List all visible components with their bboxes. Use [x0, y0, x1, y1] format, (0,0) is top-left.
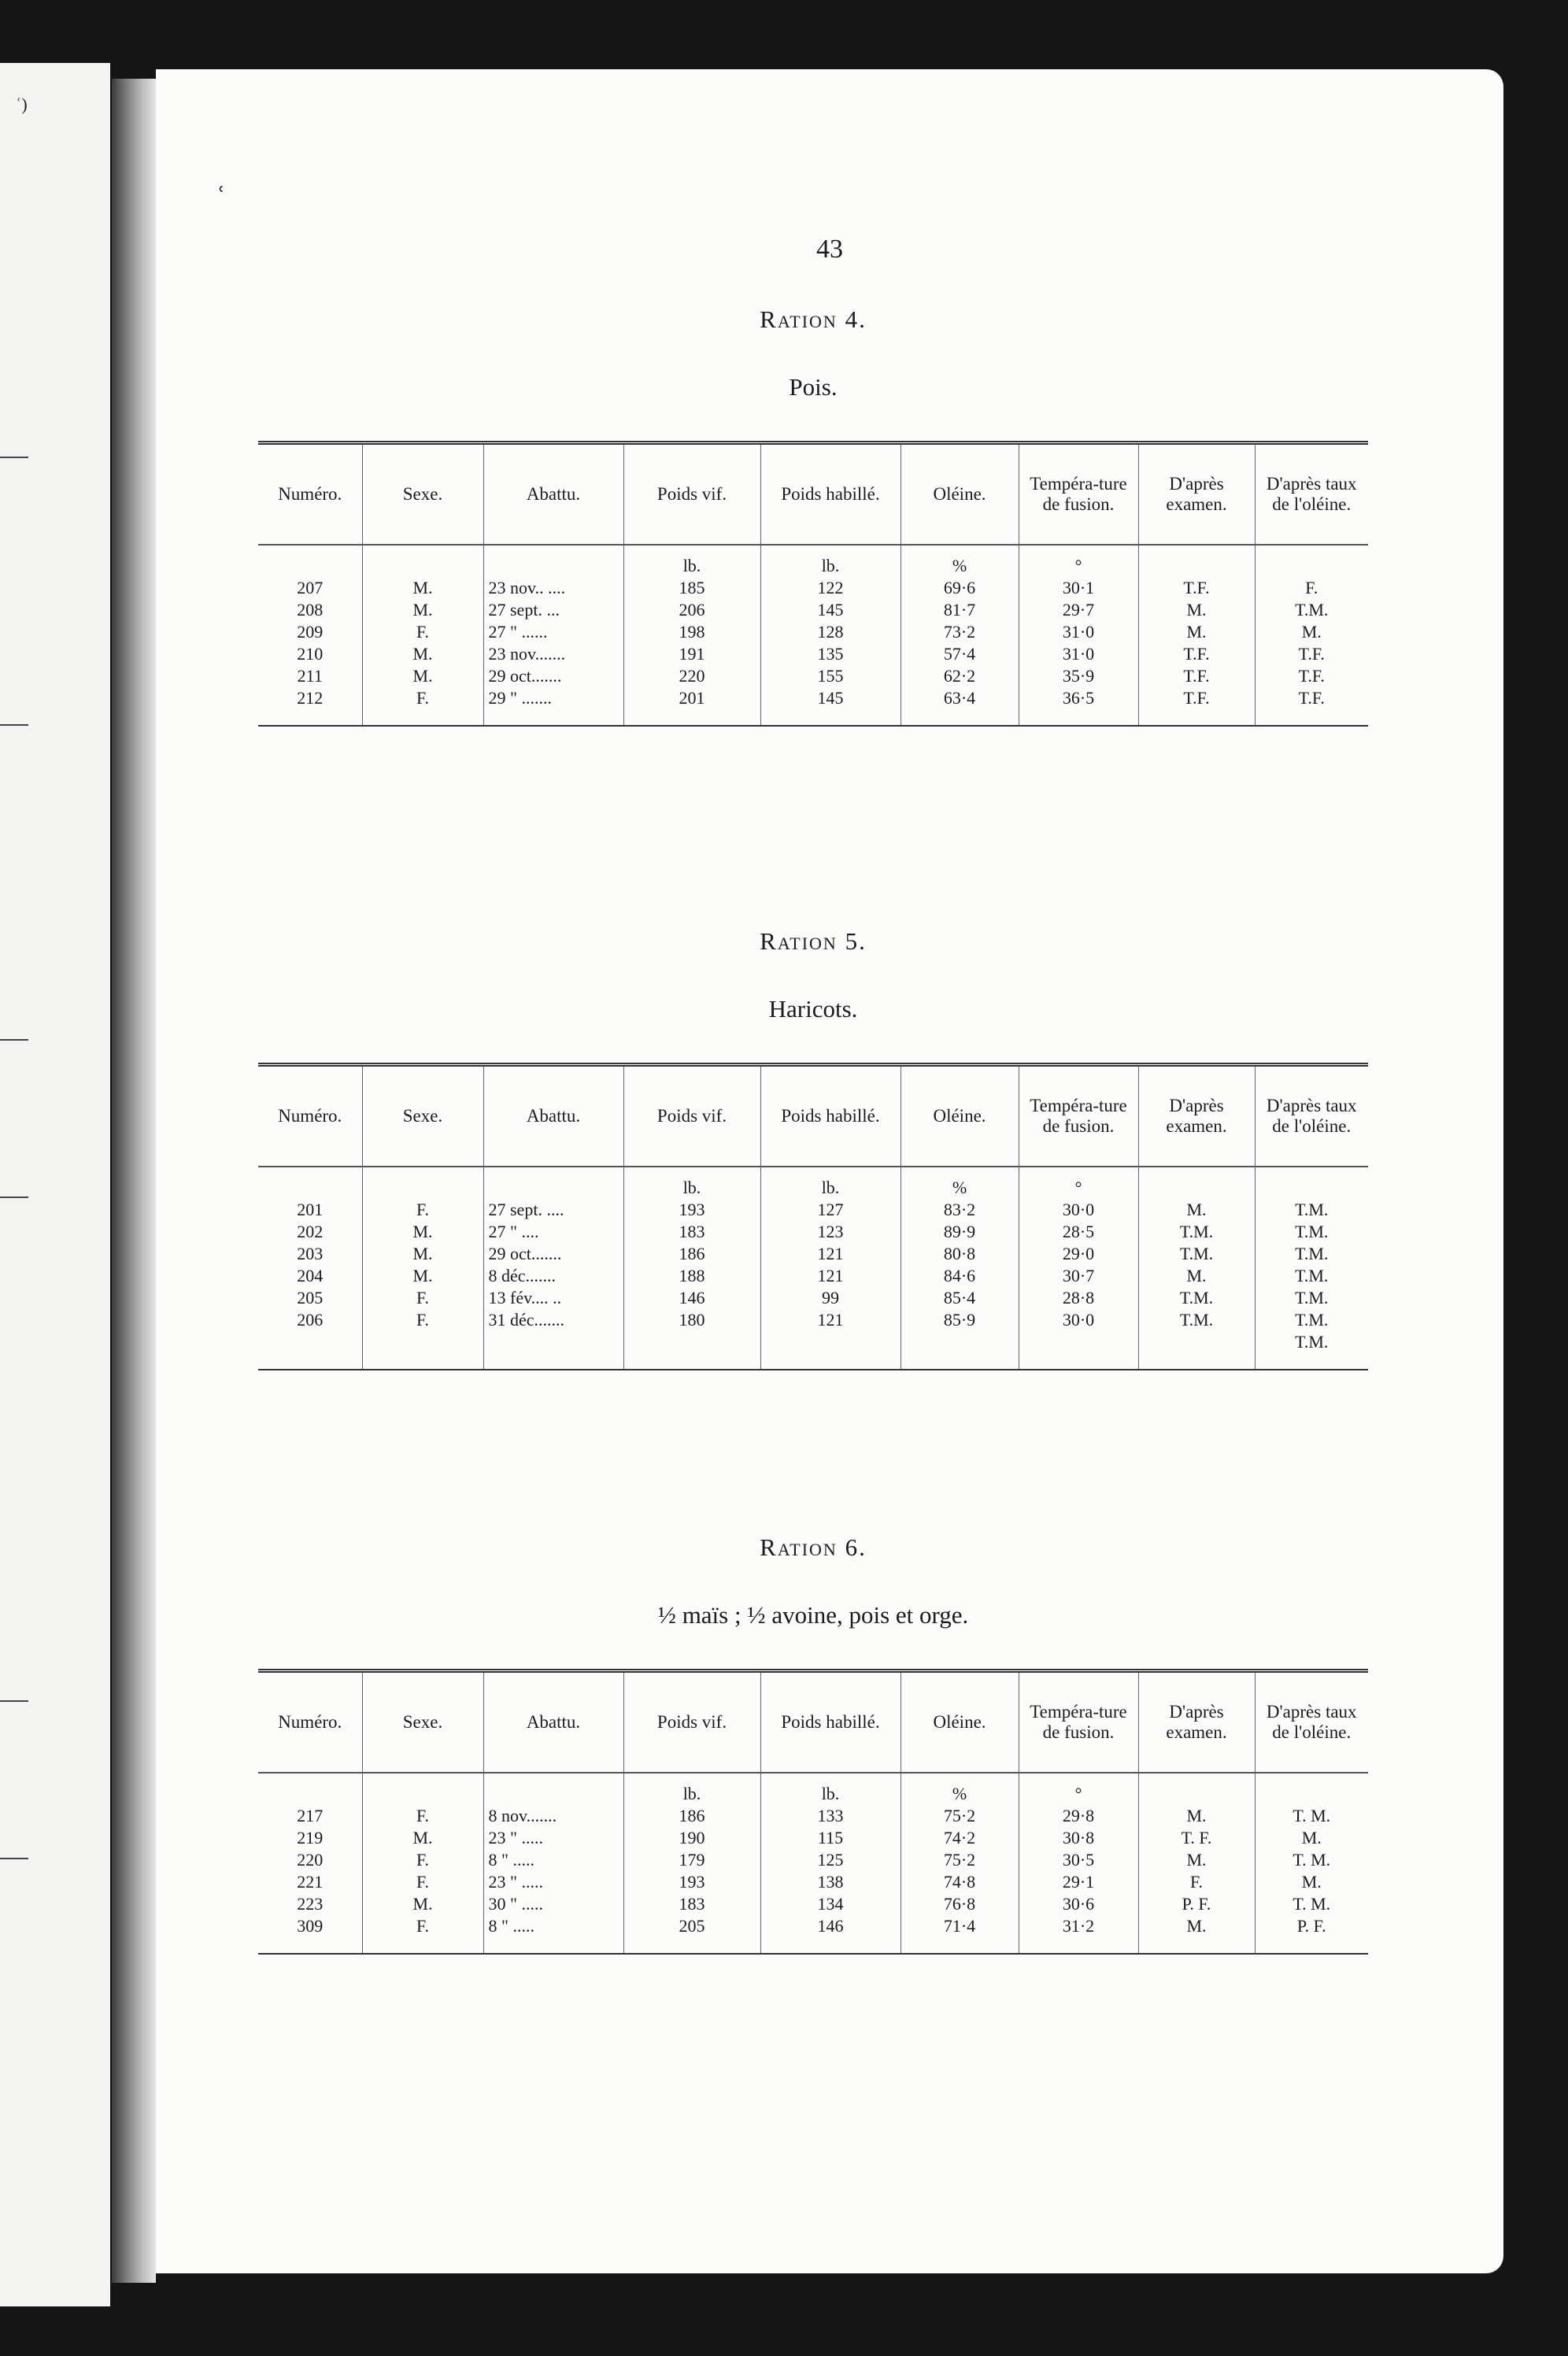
cell-taux-oleine: T.M.	[1255, 1265, 1368, 1287]
cell-temperature: 35·9	[1019, 665, 1138, 687]
cell-abattu: 30 " .....	[483, 1893, 623, 1915]
ration-table	[258, 1669, 1368, 1955]
cell-examen: T.M.	[1138, 1243, 1255, 1265]
table-row	[258, 1265, 1368, 1287]
cell-poids-vif: 191	[623, 643, 760, 665]
table-row	[258, 1915, 1368, 1954]
cell-examen: P. F.	[1138, 1893, 1255, 1915]
cell-taux-oleine: T.M.	[1255, 1243, 1368, 1265]
cell-examen: T.F.	[1138, 687, 1255, 726]
cell-oleine: 76·8	[900, 1893, 1019, 1915]
cell-temperature: 29·1	[1019, 1871, 1138, 1893]
cell-poids-habille: 122	[760, 577, 900, 599]
cell-temperature: 31·0	[1019, 643, 1138, 665]
table-header-row	[258, 1065, 1368, 1167]
cell-taux-oleine: P. F.	[1255, 1915, 1368, 1954]
table-row	[258, 599, 1368, 621]
table-row	[258, 1827, 1368, 1849]
column-header: Poids vif.	[623, 443, 760, 546]
cell-poids-vif: 206	[623, 599, 760, 621]
cell-sexe: F.	[362, 1871, 483, 1893]
cell-poids-habille: 115	[760, 1827, 900, 1849]
column-header: Sexe.	[362, 1671, 483, 1773]
column-header: Poids vif.	[623, 1671, 760, 1773]
cell-numero: 210	[297, 644, 324, 664]
cell-poids-vif: 179	[623, 1849, 760, 1871]
cell-temperature: 30·8	[1019, 1827, 1138, 1849]
cell-abattu: 27 " ....	[483, 1221, 623, 1243]
column-header: D'après taux de l'oléine.	[1255, 1671, 1368, 1773]
cell-abattu: 8 " .....	[483, 1849, 623, 1871]
cell-poids-vif: 186	[623, 1243, 760, 1265]
cell-numero: 202	[297, 1222, 324, 1241]
cell-abattu: 8 nov.......	[483, 1805, 623, 1827]
cell-poids-vif: 193	[623, 1199, 760, 1221]
cell-sexe: M.	[362, 1827, 483, 1849]
cell-taux-oleine: T. M.	[1255, 1849, 1368, 1871]
cell-poids-habille: 134	[760, 1893, 900, 1915]
document-page	[156, 69, 1503, 2273]
table-row	[258, 1871, 1368, 1893]
cell-temperature: 29·7	[1019, 599, 1138, 621]
cell-poids-habille: 121	[760, 1243, 900, 1265]
cell-poids-vif: 201	[623, 687, 760, 726]
cell-poids-habille: 146	[760, 1915, 900, 1954]
cell-examen: M.	[1138, 1849, 1255, 1871]
cell-poids-vif: 183	[623, 1221, 760, 1243]
cell-numero: 211	[297, 666, 323, 686]
column-header: Poids habillé.	[760, 443, 900, 546]
table-row	[258, 1309, 1368, 1331]
ration-section	[258, 305, 1368, 727]
column-header: Oléine.	[900, 1065, 1019, 1167]
table-row	[258, 1893, 1368, 1915]
cell-oleine: 75·2	[900, 1805, 1019, 1827]
cell-poids-vif: 190	[623, 1827, 760, 1849]
units-row	[258, 1167, 1368, 1199]
cell-sexe: F.	[362, 1805, 483, 1827]
column-header: Poids habillé.	[760, 1671, 900, 1773]
cell-sexe: F.	[362, 1309, 483, 1331]
cell-taux-oleine: T.M.	[1255, 599, 1368, 621]
table-header-row	[258, 443, 1368, 546]
column-header: Numéro.	[258, 1065, 362, 1167]
cell-examen: M.	[1138, 599, 1255, 621]
page-number: 43	[816, 235, 843, 264]
cell-oleine: 75·2	[900, 1849, 1019, 1871]
column-header: Sexe.	[362, 443, 483, 546]
cell-poids-habille: 121	[760, 1309, 900, 1331]
column-header: Tempéra-ture de fusion.	[1019, 1065, 1138, 1167]
cell-abattu: 8 " .....	[483, 1915, 623, 1954]
cell-oleine: 57·4	[900, 643, 1019, 665]
cell-abattu: 23 " .....	[483, 1871, 623, 1893]
cell-examen: M.	[1138, 1199, 1255, 1221]
cell-abattu: 27 sept. ...	[483, 599, 623, 621]
cell-poids-vif: 186	[623, 1805, 760, 1827]
cell-poids-habille: 145	[760, 687, 900, 726]
cell-oleine: 80·8	[900, 1243, 1019, 1265]
cell-numero: 217	[297, 1806, 324, 1825]
cell-numero: 203	[297, 1244, 324, 1263]
cell-taux-oleine: F.	[1255, 577, 1368, 599]
table-row	[258, 1243, 1368, 1265]
ration-subtitle: Haricots.	[768, 995, 858, 1023]
cell-oleine: 73·2	[900, 621, 1019, 643]
cell-numero: 207	[297, 578, 324, 597]
ink-mark: ʿ	[216, 180, 227, 216]
cell-examen: M.	[1138, 1805, 1255, 1827]
cell-poids-vif: 193	[623, 1871, 760, 1893]
units-row	[258, 1773, 1368, 1805]
cell-abattu: 23 nov.. ....	[483, 577, 623, 599]
unit-label: °	[1019, 1167, 1138, 1199]
column-header: D'après examen.	[1138, 1065, 1255, 1167]
cell-examen: T.F.	[1138, 643, 1255, 665]
cell-taux-oleine: T.M.	[1255, 1199, 1368, 1221]
cell-sexe: F.	[362, 687, 483, 726]
cell-poids-habille: 145	[760, 599, 900, 621]
cell-examen: T.F.	[1138, 577, 1255, 599]
cell-taux-oleine: M.	[1255, 1827, 1368, 1849]
cell-numero: 206	[297, 1310, 324, 1330]
cell-temperature: 28·5	[1019, 1221, 1138, 1243]
cell-oleine: 69·6	[900, 577, 1019, 599]
cell-abattu: 27 " ......	[483, 621, 623, 643]
cell-numero: 205	[297, 1288, 324, 1307]
cell-examen: M.	[1138, 1265, 1255, 1287]
cell-abattu: 29 " .......	[483, 687, 623, 726]
cell-poids-vif: 180	[623, 1309, 760, 1331]
cell-oleine: 81·7	[900, 599, 1019, 621]
cell-sexe: M.	[362, 643, 483, 665]
cell-numero: 212	[297, 688, 324, 708]
cell-temperature: 31·0	[1019, 621, 1138, 643]
cell-oleine: 84·6	[900, 1265, 1019, 1287]
ration-title: Ration 6.	[760, 1533, 867, 1561]
cell-temperature: 30·0	[1019, 1199, 1138, 1221]
cell-oleine: 74·8	[900, 1871, 1019, 1893]
cell-poids-habille: 135	[760, 643, 900, 665]
cell-poids-habille: 133	[760, 1805, 900, 1827]
column-header: Numéro.	[258, 443, 362, 546]
cell-temperature: 30·1	[1019, 577, 1138, 599]
cell-numero: 223	[297, 1894, 324, 1914]
column-header: Sexe.	[362, 1065, 483, 1167]
cell-taux-oleine: M.	[1255, 621, 1368, 643]
cell-oleine: 62·2	[900, 665, 1019, 687]
cell-poids-habille: 99	[760, 1287, 900, 1309]
cell-taux-oleine: T.M.	[1255, 1309, 1368, 1331]
cell-taux-oleine: T.F.	[1255, 643, 1368, 665]
unit-label: lb.	[760, 1773, 900, 1805]
cell-oleine: 83·2	[900, 1199, 1019, 1221]
cell-poids-habille: 127	[760, 1199, 900, 1221]
cell-oleine: 74·2	[900, 1827, 1019, 1849]
cell-poids-habille: 121	[760, 1265, 900, 1287]
cell-poids-vif: 146	[623, 1287, 760, 1309]
ration-table	[258, 1063, 1368, 1370]
cell-poids-vif: 185	[623, 577, 760, 599]
cell-numero: 201	[297, 1200, 324, 1219]
cell-taux-oleine: T.M.	[1255, 1221, 1368, 1243]
cell-taux-oleine: T.F.	[1255, 687, 1368, 726]
cell-temperature: 36·5	[1019, 687, 1138, 726]
cell-examen: T. F.	[1138, 1827, 1255, 1849]
unit-label: °	[1019, 545, 1138, 577]
cell-oleine: 85·9	[900, 1309, 1019, 1331]
ration-section	[258, 927, 1368, 1370]
unit-label: lb.	[623, 545, 760, 577]
cell-oleine: 63·4	[900, 687, 1019, 726]
column-header: Poids habillé.	[760, 1065, 900, 1167]
column-header: Abattu.	[483, 1065, 623, 1167]
cell-sexe: M.	[362, 1221, 483, 1243]
column-header: Poids vif.	[623, 1065, 760, 1167]
cell-abattu: 23 nov.......	[483, 643, 623, 665]
column-header: Oléine.	[900, 443, 1019, 546]
cell-examen: T.M.	[1138, 1287, 1255, 1309]
column-header: D'après taux de l'oléine.	[1255, 443, 1368, 546]
units-row	[258, 545, 1368, 577]
cell-examen: T.M.	[1138, 1221, 1255, 1243]
ration-title: Ration 5.	[760, 927, 867, 955]
column-header: Tempéra-ture de fusion.	[1019, 443, 1138, 546]
unit-label: lb.	[760, 545, 900, 577]
cell-taux-oleine: M.	[1255, 1871, 1368, 1893]
cell-numero: 204	[297, 1266, 324, 1285]
cell-taux-oleine: T. M.	[1255, 1805, 1368, 1827]
table-row	[258, 665, 1368, 687]
ration-subtitle: Pois.	[789, 373, 838, 401]
cell-poids-vif: 198	[623, 621, 760, 643]
table-row	[258, 687, 1368, 726]
table-row	[258, 1805, 1368, 1827]
cell-poids-vif: 220	[623, 665, 760, 687]
unit-label: %	[900, 1773, 1019, 1805]
cell-oleine: 71·4	[900, 1915, 1019, 1954]
table-row	[258, 1287, 1368, 1309]
cell-examen: T.F.	[1138, 665, 1255, 687]
column-header: Oléine.	[900, 1671, 1019, 1773]
unit-label: °	[1019, 1773, 1138, 1805]
cell-sexe: F.	[362, 1199, 483, 1221]
cell-numero: 220	[297, 1850, 324, 1870]
ink-mark: ʿ)	[16, 94, 28, 114]
ration-title: Ration 4.	[760, 305, 867, 333]
unit-label: %	[900, 1167, 1019, 1199]
adjacent-page-sliver	[0, 63, 110, 2306]
column-header: D'après taux de l'oléine.	[1255, 1065, 1368, 1167]
cell-sexe: F.	[362, 1915, 483, 1954]
cell-numero: 208	[297, 600, 324, 620]
cell-taux-oleine: T. M.	[1255, 1893, 1368, 1915]
cell-temperature: 30·0	[1019, 1309, 1138, 1331]
cell-poids-habille: 123	[760, 1221, 900, 1243]
cell-temperature: 29·8	[1019, 1805, 1138, 1827]
cell-numero: 309	[297, 1916, 324, 1936]
cell-taux-oleine: T.M.	[1255, 1287, 1368, 1309]
cell-sexe: M.	[362, 1243, 483, 1265]
cell-temperature: 31·2	[1019, 1915, 1138, 1954]
cell-sexe: M.	[362, 599, 483, 621]
table-header-row	[258, 1671, 1368, 1773]
cell-sexe: M.	[362, 577, 483, 599]
cell-temperature: 28·8	[1019, 1287, 1138, 1309]
cell-poids-habille: 125	[760, 1849, 900, 1871]
cell-examen: M.	[1138, 621, 1255, 643]
cell-abattu: 8 déc.......	[483, 1265, 623, 1287]
ration-table	[258, 441, 1368, 727]
cell-poids-habille: 155	[760, 665, 900, 687]
cell-poids-vif: 183	[623, 1893, 760, 1915]
cell-poids-vif: 205	[623, 1915, 760, 1954]
cell-numero: 221	[297, 1872, 324, 1892]
unit-label: lb.	[623, 1167, 760, 1199]
column-header: Abattu.	[483, 443, 623, 546]
cell-examen: T.M.	[1138, 1309, 1255, 1331]
cell-abattu: 13 fév.... ..	[483, 1287, 623, 1309]
cell-poids-habille: 138	[760, 1871, 900, 1893]
cell-sexe: F.	[362, 621, 483, 643]
cell-numero: 219	[297, 1828, 324, 1847]
ration-subtitle: ½ maïs ; ½ avoine, pois et orge.	[657, 1601, 969, 1629]
table-row	[258, 621, 1368, 643]
table-row	[258, 577, 1368, 599]
cell-abattu: 29 oct.......	[483, 1243, 623, 1265]
cell-temperature: 30·5	[1019, 1849, 1138, 1871]
unit-label: lb.	[760, 1167, 900, 1199]
column-header: Numéro.	[258, 1671, 362, 1773]
table-row	[258, 643, 1368, 665]
cell-sexe: F.	[362, 1849, 483, 1871]
cell-poids-vif: 188	[623, 1265, 760, 1287]
table-row	[258, 1221, 1368, 1243]
column-header: Abattu.	[483, 1671, 623, 1773]
cell-taux-oleine: T.M.	[1255, 1331, 1368, 1370]
cell-examen: M.	[1138, 1915, 1255, 1954]
cell-abattu: 23 " .....	[483, 1827, 623, 1849]
ration-section	[258, 1533, 1368, 1955]
cell-temperature: 29·0	[1019, 1243, 1138, 1265]
cell-sexe: M.	[362, 1265, 483, 1287]
column-header: D'après examen.	[1138, 443, 1255, 546]
table-row	[258, 1849, 1368, 1871]
column-header: Tempéra-ture de fusion.	[1019, 1671, 1138, 1773]
unit-label: %	[900, 545, 1019, 577]
cell-taux-oleine: T.F.	[1255, 665, 1368, 687]
cell-sexe: M.	[362, 665, 483, 687]
cell-oleine: 89·9	[900, 1221, 1019, 1243]
cell-sexe: F.	[362, 1287, 483, 1309]
cell-abattu: 29 oct.......	[483, 665, 623, 687]
cell-numero: 209	[297, 622, 324, 642]
cell-oleine: 85·4	[900, 1287, 1019, 1309]
cell-temperature: 30·6	[1019, 1893, 1138, 1915]
book-spine-shadow	[112, 79, 156, 2283]
unit-label: lb.	[623, 1773, 760, 1805]
column-header: D'après examen.	[1138, 1671, 1255, 1773]
cell-sexe: M.	[362, 1893, 483, 1915]
table-row-extra	[258, 1331, 1368, 1370]
cell-abattu: 27 sept. ....	[483, 1199, 623, 1221]
cell-poids-habille: 128	[760, 621, 900, 643]
cell-examen: F.	[1138, 1871, 1255, 1893]
cell-temperature: 30·7	[1019, 1265, 1138, 1287]
table-row	[258, 1199, 1368, 1221]
cell-abattu: 31 déc.......	[483, 1309, 623, 1331]
